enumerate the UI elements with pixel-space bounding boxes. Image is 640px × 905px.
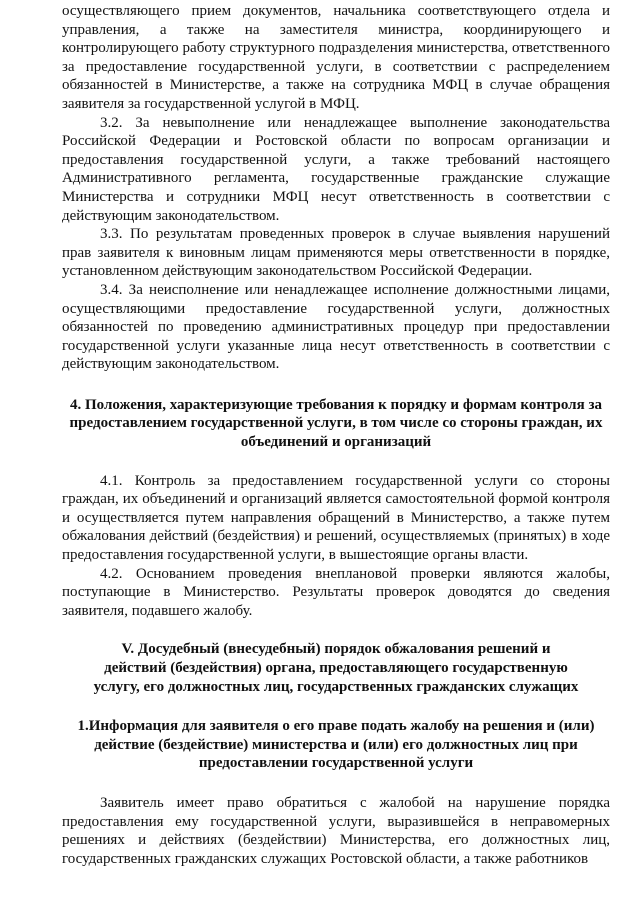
section-5-1-heading: 1.Информация для заявителя о его праве подать жалобу на решения и (или) действие (бездействие) министерства и (или) его должностных лиц при предоставлении государственной услуги (77, 718, 595, 772)
document-content (62, 2, 610, 868)
paragraph-4-2: 4.2. Основанием проведения внеплановой проверки являются жалобы, поступающие в Министерство. Результаты проверок доводятся до сведения заявителя, подавшего жалобу. (62, 565, 610, 619)
paragraph-continuation: осуществляющего прием документов, начальника соответствующего отдела и управления, а также на заместителя министра, координирующего и контролирующего работу структурного подразделения министерства, ответственного за предоставление государственной услуги, в соответствии с распределением обязанностей в Министерстве, а также на сотрудника МФЦ в случае обращения заявителя за государственной услугой в МФЦ. (62, 3, 610, 112)
paragraph-4-1: 4.1. Контроль за предоставлением государственной услуги со стороны граждан, их объединений и организаций является самостоятельной формой контроля и осуществляется путем направления обращений в Министерство, а также путем обжалования действий (бездействия) и решений, осуществляемых (принятых) в ходе предоставления государственной услуги, в вышестоящие органы власти. (62, 472, 610, 564)
paragraph-3-3: 3.3. По результатам проведенных проверок в случае выявления нарушений прав заявителя к виновным лицам применяются меры ответственности в порядке, установленном действующим законодательством Российской Федерации. (62, 226, 610, 280)
paragraph-3-4: 3.4. За неисполнение или ненадлежащее исполнение должностными лицами, осуществляющими предоставление государственной услуги, должностных обязанностей по проведению административных процедур при предоставлении государственной услуги указанные лица несут ответственность в соответствии с действующим законодательством. (62, 281, 610, 373)
paragraph-5-1-body: Заявитель имеет право обратиться с жалобой на нарушение порядка предоставления ему государственной услуги, выразившейся в неправомерных решениях и действиях (бездействии) Министерства, его должностных лиц, государственных гражданских служащих Ростовской области, а также работников (62, 794, 610, 867)
section-4-heading: 4. Положения, характеризующие требования к порядку и формам контроля за предоставлением государственной услуги, в том числе со стороны граждан, их объединений и организаций (69, 396, 603, 451)
paragraph-3-2: 3.2. За невыполнение или ненадлежащее выполнение законодательства Российской Федерации и Ростовской области по вопросам организации и предоставления государственной услуги, а также требований настоящего Административного регламента, государственные гражданские служащие Министерства и сотрудники МФЦ несут ответственность в соответствии с действующим законодательством. (62, 114, 610, 224)
section-5-heading: V. Досудебный (внесудебный) порядок обжалования решений и действий (бездействия) органа, предоставляющего государственную услугу, его должностных лиц, государственных гражданских служащих (93, 641, 579, 695)
